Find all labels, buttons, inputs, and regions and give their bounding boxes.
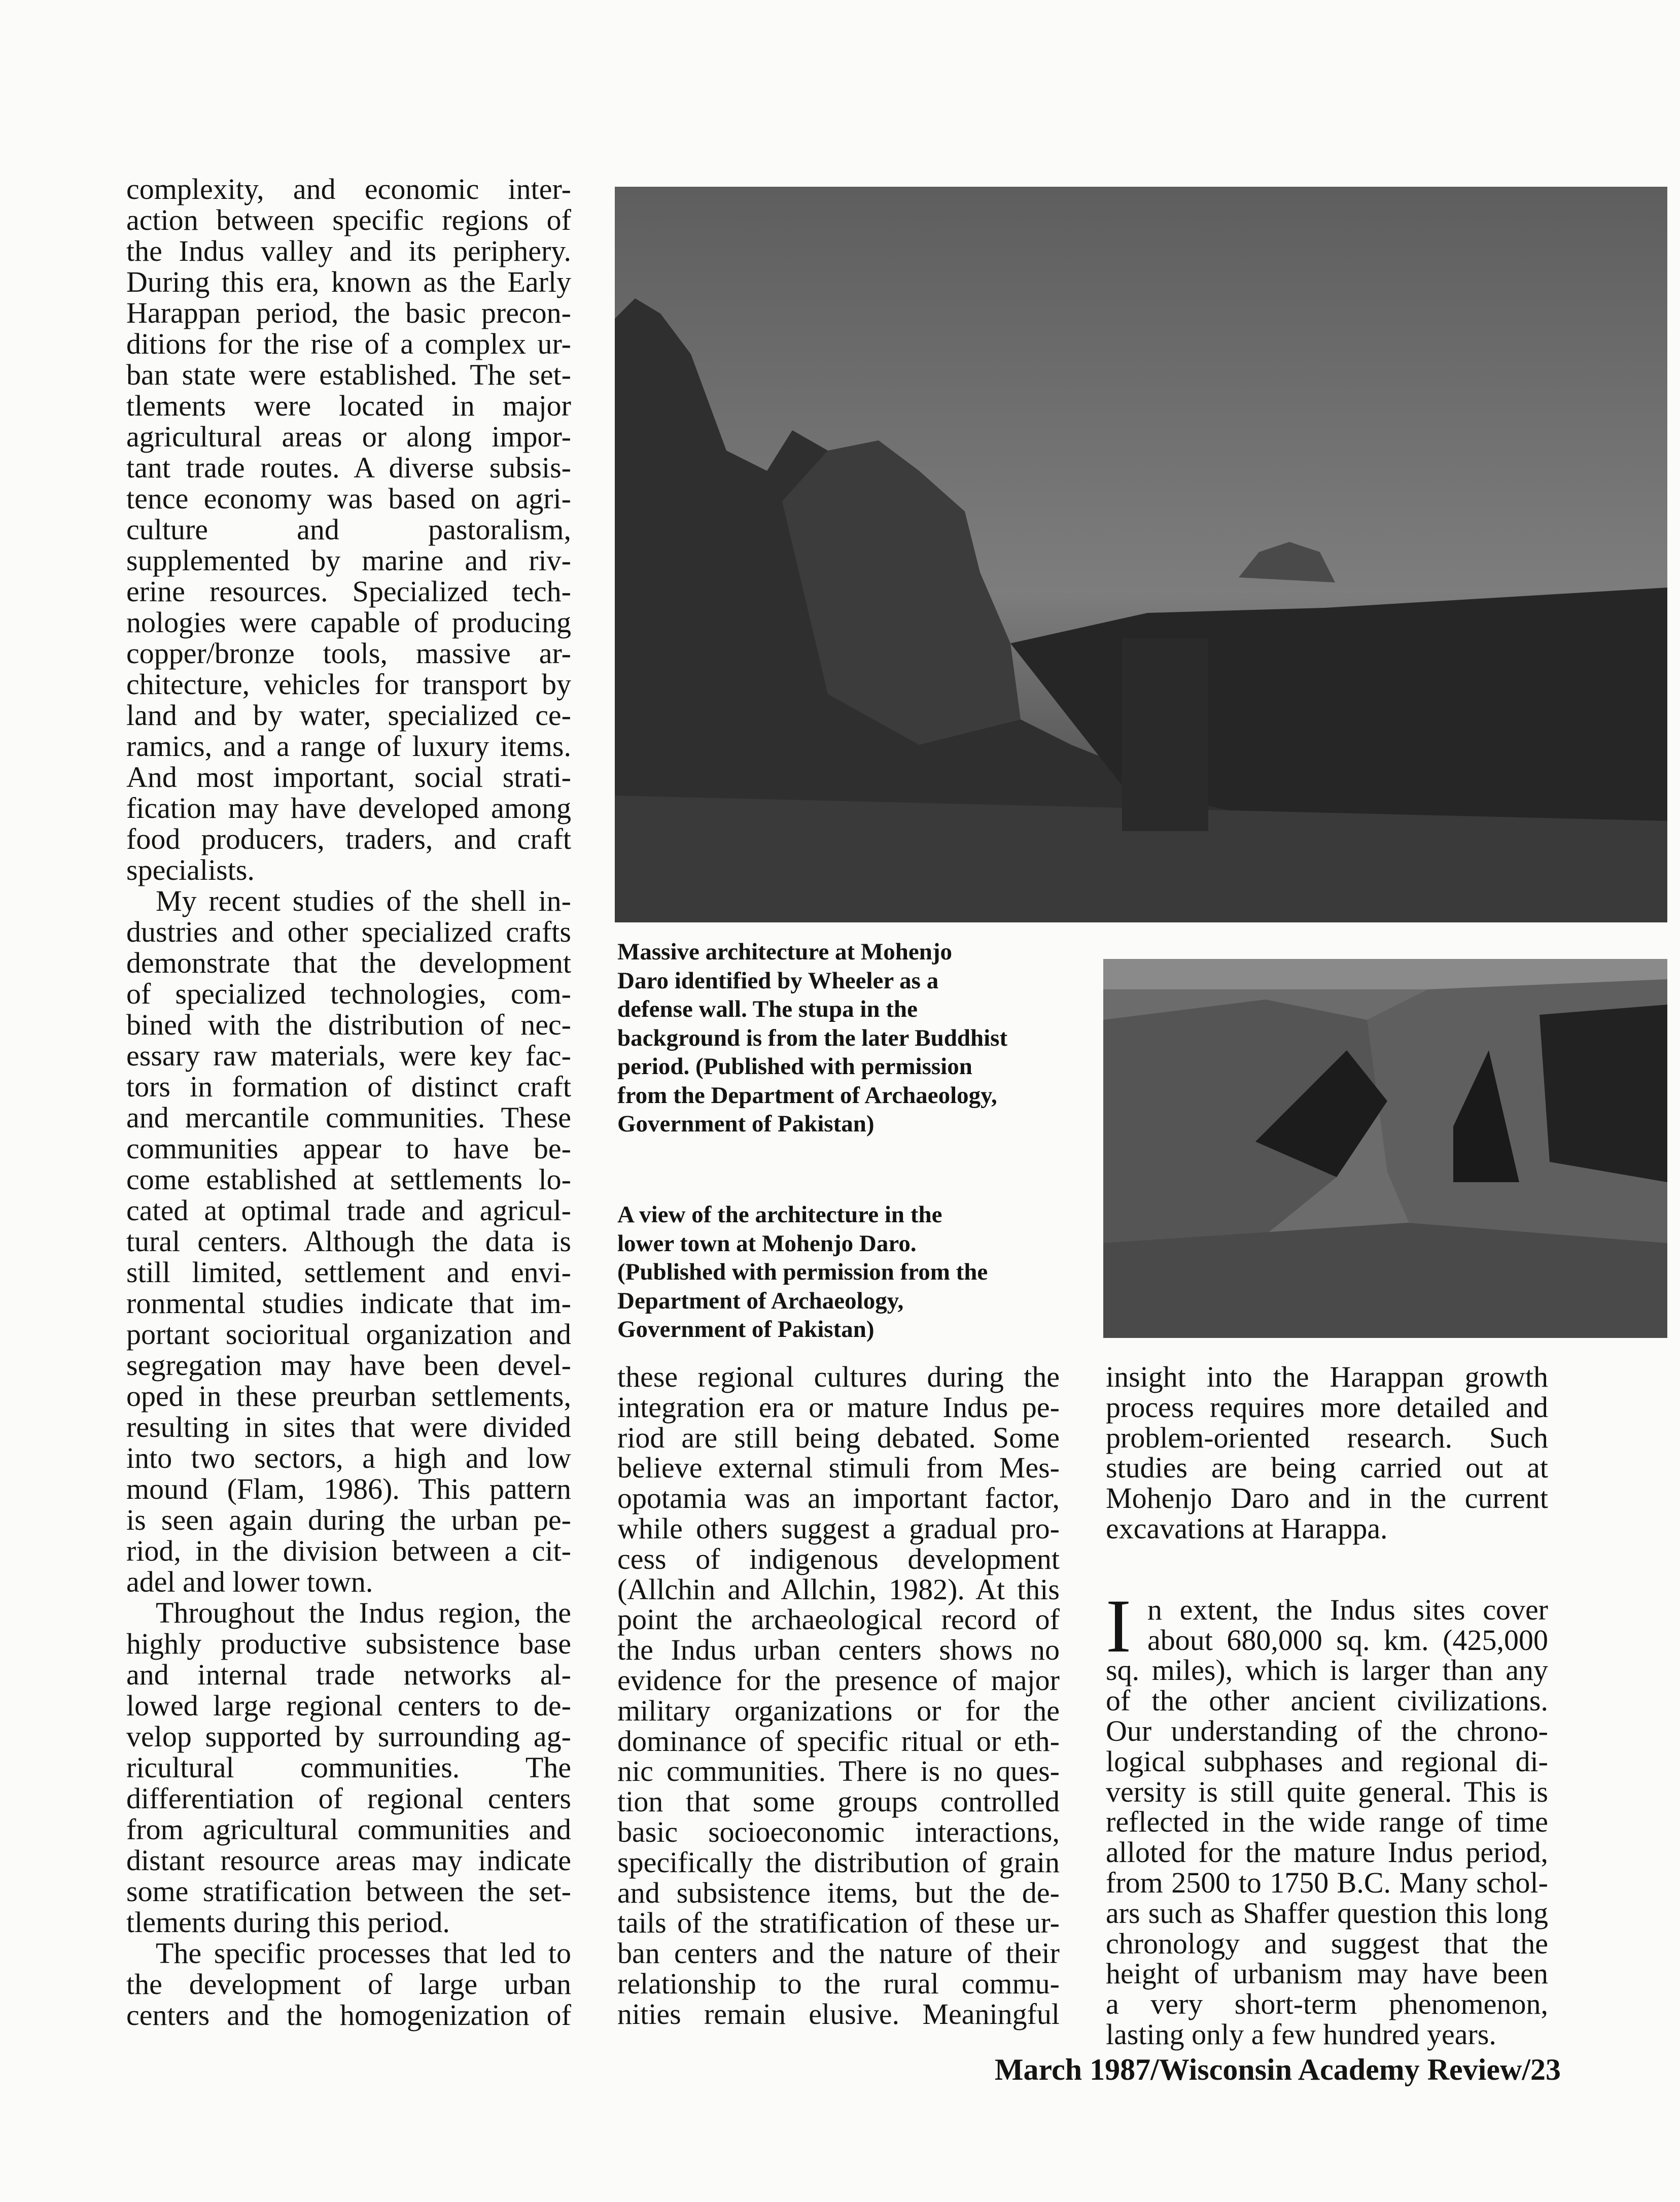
text-line: ricultural communities. The	[126, 1751, 571, 1784]
text-line: nologies were capable of producing	[126, 606, 571, 639]
text-line: military organizations or for the	[617, 1694, 1060, 1727]
text-line: from agricultural communities and	[126, 1813, 571, 1846]
paragraph	[1106, 1362, 1548, 1544]
drop-cap: I	[1106, 1584, 1131, 1668]
caption-line: Government of Pakistan)	[617, 1316, 874, 1343]
text-line: and subsistence items, but the de-	[617, 1876, 1060, 1909]
text-line: of the other ancient civilizations.	[1106, 1684, 1548, 1717]
text-line: differentiation of regional centers	[126, 1782, 571, 1815]
text-line: ban centers and the nature of their	[617, 1937, 1060, 1970]
text-line: cess of indigenous development	[617, 1542, 1060, 1575]
text-line: tails of the stratification of these ur-	[617, 1906, 1060, 1940]
text-line: complexity, and economic inter-	[126, 173, 571, 205]
text-line: and internal trade networks al-	[126, 1658, 571, 1691]
text-line: Mohenjo Daro and in the current	[1106, 1482, 1548, 1515]
text-line: centers and the homogenization of	[126, 1999, 571, 2032]
paragraph	[126, 885, 571, 1597]
text-line: tlements during this period.	[126, 1906, 450, 1939]
text-line: land and by water, specialized ce-	[126, 699, 571, 732]
text-line: opotamia was an important factor,	[617, 1482, 1060, 1515]
text-line: while others suggest a gradual pro-	[617, 1511, 1060, 1545]
text-line: tors in formation of distinct craft	[126, 1070, 571, 1103]
caption-line: Department of Archaeology,	[617, 1287, 904, 1314]
text-line: communities appear to have be-	[126, 1132, 571, 1165]
text-line: oped in these preurban settlements,	[126, 1380, 571, 1413]
text-line: (Allchin and Allchin, 1982). At this	[617, 1572, 1060, 1606]
text-line: nities remain elusive. Meaningful	[617, 1997, 1060, 2031]
caption-line: defense wall. The stupa in the	[617, 996, 918, 1022]
page-footer: March 1987/Wisconsin Academy Review/23	[994, 2053, 1561, 2086]
text-line: riod, in the division between a cit-	[126, 1534, 571, 1567]
caption-line: Government of Pakistan)	[617, 1111, 874, 1137]
text-line: specialists.	[126, 853, 255, 886]
text-line: logical subphases and regional di-	[1106, 1744, 1548, 1778]
text-line: food producers, traders, and craft	[126, 822, 571, 855]
text-line: the development of large urban	[126, 1968, 571, 2001]
photo-defense-wall	[615, 187, 1667, 922]
text-line: velop supported by surrounding ag-	[126, 1720, 571, 1753]
text-line: dominance of specific ritual or eth-	[617, 1724, 1060, 1758]
text-line: versity is still quite general. This is	[1106, 1775, 1548, 1808]
text-line: integration era or mature Indus pe-	[617, 1390, 1060, 1424]
caption-line: background is from the later Buddhist	[617, 1024, 1008, 1051]
text-line: lowed large regional centers to de-	[126, 1689, 571, 1722]
caption-photo-1	[617, 938, 1007, 1139]
text-line: into two sectors, a high and low	[126, 1441, 571, 1474]
text-line: and mercantile communities. These	[126, 1101, 571, 1134]
text-line: essary raw materials, were key fac-	[126, 1039, 571, 1072]
text-line: relationship to the rural commu-	[617, 1967, 1060, 2000]
photo-lower-town	[1103, 959, 1667, 1338]
text-line: resulting in sites that were divided	[126, 1410, 571, 1443]
text-line: ronmental studies indicate that im-	[126, 1287, 571, 1320]
text-line: tant trade routes. A diverse subsis-	[126, 451, 571, 484]
text-line: is seen again during the urban pe-	[126, 1503, 571, 1536]
text-line: agricultural areas or along impor-	[126, 420, 571, 453]
body-column-3	[1106, 1362, 1548, 2050]
text-line: highly productive subsistence base	[126, 1627, 571, 1660]
text-line: height of urbanism may have been	[1106, 1957, 1548, 1990]
text-line: reflected in the wide range of time	[1106, 1805, 1548, 1839]
text-line: some stratification between the set-	[126, 1875, 571, 1908]
text-line: excavations at Harappa.	[1106, 1511, 1388, 1545]
text-line: segregation may have been devel-	[126, 1349, 571, 1382]
text-line: The specific processes that led to	[156, 1937, 571, 1970]
text-line: tlements were located in major	[126, 389, 571, 422]
text-line: tence economy was based on agri-	[126, 482, 571, 515]
text-line: portant socioritual organization and	[126, 1318, 571, 1351]
text-line: Throughout the Indus region, the	[156, 1596, 571, 1629]
caption-line: Daro identified by Wheeler as a	[617, 967, 939, 994]
text-line: lasting only a few hundred years.	[1106, 2017, 1496, 2051]
text-line: demonstrate that the development	[126, 946, 571, 979]
text-line: point the archaeological record of	[617, 1603, 1060, 1636]
text-line: nic communities. There is no ques-	[617, 1754, 1060, 1788]
body-column-2	[617, 1362, 1060, 2029]
text-line: bined with the distribution of nec-	[126, 1008, 571, 1041]
text-line: studies are being carried out at	[1106, 1451, 1548, 1485]
caption-line: (Published with permission from the	[617, 1259, 988, 1285]
text-line: ars such as Shaffer question this long	[1106, 1896, 1548, 1930]
caption-photo-2	[617, 1200, 988, 1344]
text-line: Harappan period, the basic precon-	[126, 296, 571, 329]
text-line: process requires more detailed and	[1106, 1390, 1548, 1424]
text-line: adel and lower town.	[126, 1565, 373, 1598]
text-line: copper/bronze tools, massive ar-	[126, 637, 571, 670]
paragraph	[126, 174, 571, 885]
text-line: fication may have developed among	[126, 792, 571, 824]
text-line: n extent, the Indus sites cover	[1147, 1593, 1548, 1626]
text-line: insight into the Harappan growth	[1106, 1360, 1548, 1393]
caption-line: lower town at Mohenjo Daro.	[617, 1230, 917, 1257]
text-line: supplemented by marine and riv-	[126, 544, 571, 577]
paragraph	[617, 1362, 1060, 2029]
paragraph	[126, 1938, 571, 2031]
text-line: tion that some groups controlled	[617, 1785, 1060, 1818]
paragraph	[126, 1597, 571, 1938]
text-line: dustries and other specialized crafts	[126, 915, 571, 948]
text-line: come established at settlements lo-	[126, 1163, 571, 1196]
text-line: Our understanding of the chrono-	[1106, 1714, 1548, 1747]
text-line: about 680,000 sq. km. (425,000	[1147, 1623, 1548, 1657]
caption-line: Massive architecture at Mohenjo	[617, 939, 953, 965]
text-line: still limited, settlement and envi-	[126, 1256, 571, 1289]
text-line: chronology and suggest that the	[1106, 1926, 1548, 1960]
text-line: alloted for the mature Indus period,	[1106, 1836, 1548, 1869]
text-line: tural centers. Although the data is	[126, 1225, 571, 1258]
paragraph	[1106, 1584, 1548, 2051]
text-line: ramics, and a range of luxury items.	[126, 730, 571, 763]
text-line: riod are still being debated. Some	[617, 1421, 1060, 1454]
text-line: ditions for the rise of a complex ur-	[126, 327, 571, 360]
text-line: ban state were established. The set-	[126, 358, 571, 391]
text-line: a very short-term phenomenon,	[1106, 1987, 1548, 2021]
text-line: During this era, known as the Early	[126, 265, 571, 298]
text-line: the Indus valley and its periphery.	[126, 234, 571, 267]
text-line: specifically the distribution of grain	[617, 1845, 1060, 1879]
text-line: My recent studies of the shell in-	[156, 884, 571, 917]
text-line: chitecture, vehicles for transport by	[126, 668, 571, 701]
text-line: sq. miles), which is larger than any	[1106, 1654, 1548, 1687]
text-line: these regional cultures during the	[617, 1360, 1060, 1393]
caption-line: from the Department of Archaeology,	[617, 1082, 997, 1109]
text-line: believe external stimuli from Mes-	[617, 1451, 1060, 1485]
text-line: erine resources. Specialized tech-	[126, 575, 571, 608]
text-line: from 2500 to 1750 B.C. Many schol-	[1106, 1866, 1548, 1899]
text-line: action between specific regions of	[126, 203, 571, 236]
caption-line: period. (Published with permission	[617, 1053, 972, 1080]
text-line: evidence for the presence of major	[617, 1663, 1060, 1697]
text-line: culture and pastoralism,	[126, 513, 571, 546]
text-line: problem-oriented research. Such	[1106, 1421, 1548, 1454]
text-line: the Indus urban centers shows no	[617, 1633, 1060, 1667]
body-column-1	[126, 174, 571, 2031]
text-line: And most important, social strati-	[126, 761, 571, 794]
text-line: distant resource areas may indicate	[126, 1844, 571, 1877]
text-line: mound (Flam, 1986). This pattern	[126, 1472, 571, 1505]
text-line: basic socioeconomic interactions,	[617, 1815, 1060, 1848]
caption-line: A view of the architecture in the	[617, 1201, 942, 1228]
text-line: of specialized technologies, com-	[126, 977, 571, 1010]
text-line: cated at optimal trade and agricul-	[126, 1194, 571, 1227]
